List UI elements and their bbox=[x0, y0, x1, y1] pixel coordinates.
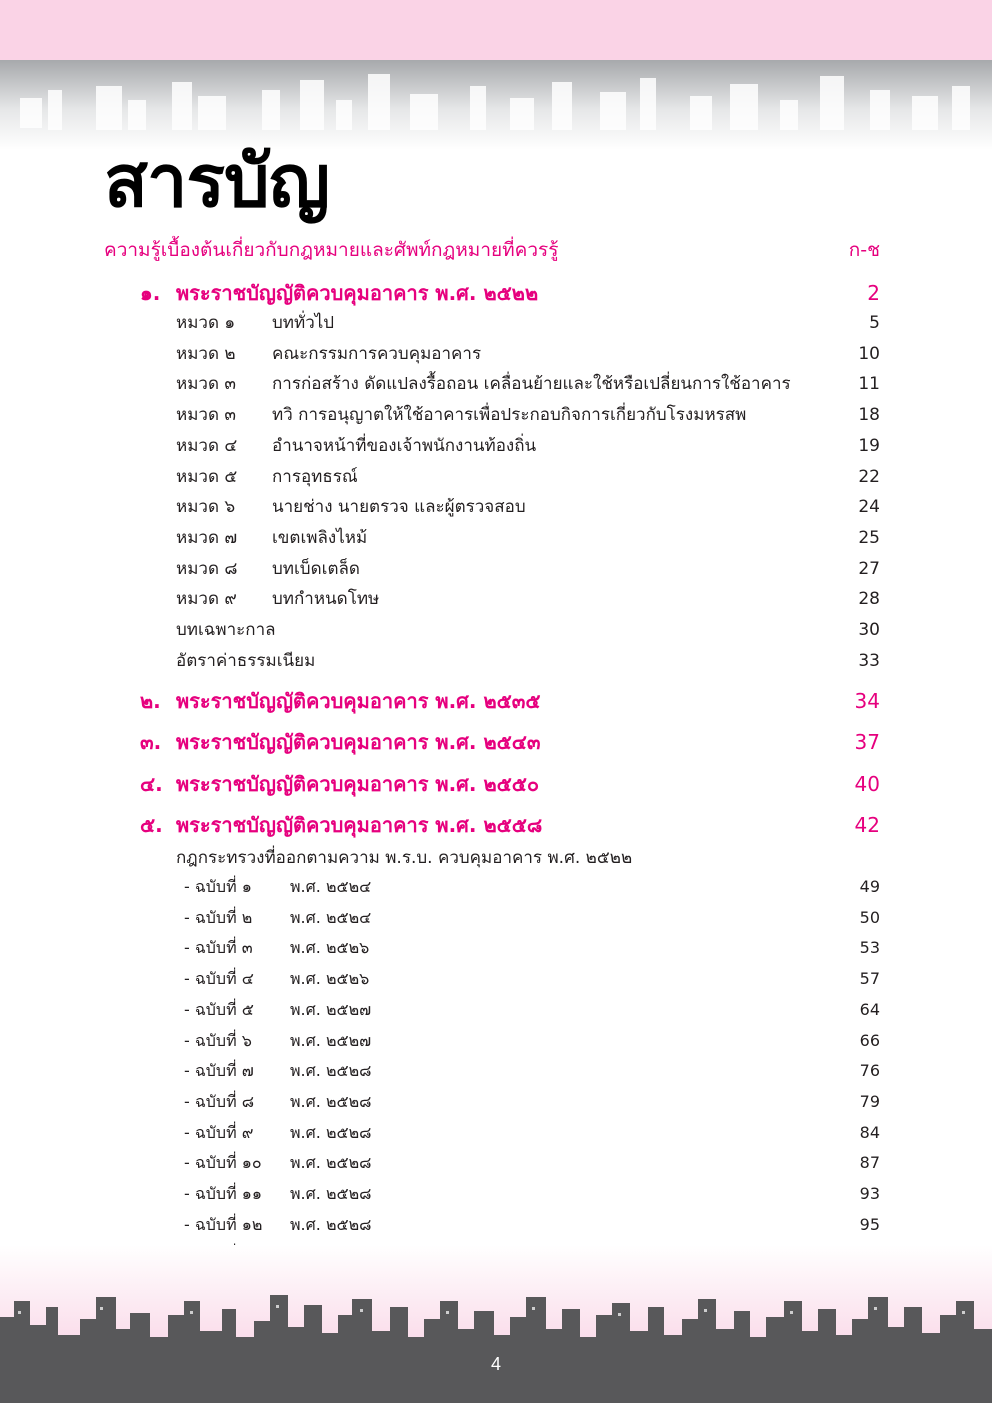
toc-edition-row[interactable] bbox=[0, 964, 992, 994]
toc-edition-year: พ.ศ. ๒๕๒๘ bbox=[290, 1061, 372, 1081]
toc-act-page: 2 bbox=[867, 281, 880, 305]
toc-act-number: ๕. bbox=[140, 812, 163, 837]
toc-chapter-prefix: หมวด ๑ bbox=[176, 313, 236, 333]
toc-edition-page: 87 bbox=[859, 1153, 880, 1173]
toc-chapter-label: บทเบ็ดเตล็ด bbox=[272, 558, 360, 579]
toc-act-number: ๔. bbox=[140, 771, 163, 796]
toc-edition-page: 79 bbox=[859, 1091, 880, 1111]
toc-extra-label: อัตราค่าธรรมเนียม bbox=[176, 650, 316, 671]
toc-chapter-row[interactable] bbox=[0, 339, 992, 369]
toc-edition-row[interactable] bbox=[0, 1148, 992, 1178]
toc-chapter-page: 28 bbox=[858, 589, 880, 610]
toc-edition-row[interactable] bbox=[0, 1056, 992, 1086]
toc-edition-label: - ฉบับที่ ๓ bbox=[184, 938, 253, 958]
toc-chapter-row[interactable] bbox=[0, 431, 992, 461]
toc-extra-row[interactable] bbox=[0, 615, 992, 645]
toc-act-label: พระราชบัญญัติควบคุมอาคาร พ.ศ. ๒๕๓๕ bbox=[176, 689, 541, 713]
toc-chapter-page: 19 bbox=[858, 435, 880, 456]
toc-edition-row[interactable] bbox=[0, 995, 992, 1025]
toc-chapter-prefix: หมวด ๒ bbox=[176, 343, 236, 364]
toc-chapter-label: นายช่าง นายตรวจ และผู้ตรวจสอบ bbox=[272, 497, 526, 518]
toc-chapter-row[interactable] bbox=[0, 369, 992, 399]
toc-chapter-page: 25 bbox=[858, 527, 880, 548]
toc-act-row[interactable] bbox=[0, 769, 992, 799]
toc-chapter-page: 11 bbox=[858, 374, 880, 395]
toc-chapter-prefix: หมวด ๕ bbox=[176, 466, 238, 487]
toc-edition-page: 57 bbox=[859, 969, 880, 989]
toc-chapter-label: เขตเพลิงไหม้ bbox=[272, 527, 368, 548]
toc-chapter-label: การอุทธรณ์ bbox=[272, 466, 358, 487]
toc-act-row[interactable] bbox=[0, 727, 992, 757]
toc-chapter-row[interactable] bbox=[0, 554, 992, 584]
toc-act-number: ๒. bbox=[140, 689, 161, 713]
toc-chapter-prefix: หมวด ๘ bbox=[176, 558, 238, 579]
toc-edition-row[interactable] bbox=[0, 1026, 992, 1056]
toc-chapter-prefix: หมวด ๗ bbox=[176, 527, 238, 548]
toc-act-label: พระราชบัญญัติควบคุมอาคาร พ.ศ. ๒๕๔๓ bbox=[176, 730, 541, 755]
toc-edition-page: 76 bbox=[859, 1061, 880, 1081]
toc-act-page: 40 bbox=[854, 771, 880, 796]
toc-chapter-page: 22 bbox=[858, 466, 880, 487]
toc-chapter-label: บทกำหนดโทษ bbox=[272, 589, 380, 610]
toc-chapter-page: 10 bbox=[858, 343, 880, 364]
toc-edition-page: 53 bbox=[859, 938, 880, 958]
toc-chapter-row[interactable] bbox=[0, 308, 992, 338]
toc-regulations-label: กฎกระทรวงที่ออกตามความ พ.ร.บ. ควบคุมอาคาร พ.ศ. ๒๕๒๒ bbox=[176, 848, 633, 868]
toc-chapter-page: 5 bbox=[869, 313, 880, 333]
toc-extra-row[interactable] bbox=[0, 646, 992, 676]
toc-chapter-row[interactable] bbox=[0, 584, 992, 614]
toc-entry-page: ก-ช bbox=[848, 239, 880, 261]
toc-regulations-heading[interactable] bbox=[0, 843, 992, 873]
toc-edition-page: 93 bbox=[859, 1184, 880, 1203]
toc-edition-label: - ฉบับที่ ๖ bbox=[184, 1030, 252, 1050]
toc-chapter-page: 18 bbox=[858, 405, 880, 426]
toc-act-row[interactable] bbox=[0, 686, 992, 716]
toc-edition-label: - ฉบับที่ ๒ bbox=[184, 907, 253, 927]
toc-extra-label: บทเฉพาะกาล bbox=[176, 620, 276, 640]
toc-act-page: 42 bbox=[854, 812, 880, 837]
toc-edition-label: - ฉบับที่ ๑๒ bbox=[184, 1214, 263, 1234]
toc-chapter-row[interactable] bbox=[0, 400, 992, 430]
toc-edition-page: 49 bbox=[859, 877, 880, 896]
toc-edition-label: - ฉบับที่ ๑๑ bbox=[184, 1184, 263, 1203]
toc-act-number: ๓. bbox=[140, 730, 162, 755]
toc-chapter-prefix: หมวด ๔ bbox=[176, 435, 238, 456]
toc-chapter-row[interactable] bbox=[0, 492, 992, 522]
toc-chapter-prefix: หมวด ๓ bbox=[176, 374, 237, 395]
toc-chapter-label: คณะกรรมการควบคุมอาคาร bbox=[272, 343, 482, 364]
toc-edition-label: - ฉบับที่ ๗ bbox=[184, 1061, 254, 1081]
toc-edition-label: - ฉบับที่ ๘ bbox=[184, 1091, 255, 1111]
toc-edition-year: พ.ศ. ๒๕๒๘ bbox=[290, 1153, 372, 1173]
toc-edition-row[interactable] bbox=[0, 1118, 992, 1148]
toc-edition-row[interactable] bbox=[0, 1087, 992, 1117]
toc-chapter-row[interactable] bbox=[0, 462, 992, 492]
toc-edition-year: พ.ศ. ๒๕๒๖ bbox=[290, 969, 370, 989]
toc-edition-year: พ.ศ. ๒๕๒๔ bbox=[290, 877, 372, 896]
toc-edition-label: - ฉบับที่ ๕ bbox=[184, 999, 254, 1019]
toc-chapter-prefix: หมวด ๙ bbox=[176, 589, 237, 610]
toc-edition-label: - ฉบับที่ ๔ bbox=[184, 969, 254, 989]
toc-act-page: 34 bbox=[854, 689, 880, 713]
toc-edition-page: 50 bbox=[859, 907, 880, 927]
toc-edition-year: พ.ศ. ๒๕๒๘ bbox=[290, 1091, 372, 1111]
page-title: สารบัญ bbox=[104, 139, 330, 223]
toc-chapter-row[interactable] bbox=[0, 523, 992, 553]
toc-chapter-prefix: หมวด ๖ bbox=[176, 497, 236, 518]
toc-edition-page: 64 bbox=[859, 999, 880, 1019]
toc-edition-row[interactable] bbox=[0, 872, 992, 902]
toc-edition-year: พ.ศ. ๒๕๒๗ bbox=[290, 999, 372, 1019]
toc-edition-page: 95 bbox=[859, 1214, 880, 1234]
toc-edition-label: - ฉบับที่ ๑๐ bbox=[184, 1153, 262, 1173]
toc-edition-year: พ.ศ. ๒๕๒๖ bbox=[290, 938, 370, 958]
toc-act-label: พระราชบัญญัติควบคุมอาคาร พ.ศ. ๒๕๕๘ bbox=[176, 812, 543, 837]
toc-act-label: พระราชบัญญัติควบคุมอาคาร พ.ศ. ๒๕๒๒ bbox=[176, 281, 539, 305]
page-number: 4 bbox=[490, 1354, 501, 1374]
toc-act-page: 37 bbox=[854, 730, 880, 755]
toc-edition-page: 84 bbox=[859, 1122, 880, 1142]
bottom-skyline-decoration bbox=[0, 1245, 992, 1403]
toc-edition-year: พ.ศ. ๒๕๒๔ bbox=[290, 907, 372, 927]
toc-extra-page: 33 bbox=[858, 650, 880, 671]
toc-chapter-page: 24 bbox=[858, 497, 880, 518]
toc-chapter-label: อำนาจหน้าที่ของเจ้าพนักงานท้องถิ่น bbox=[272, 435, 537, 456]
toc-edition-row[interactable] bbox=[0, 1210, 992, 1240]
toc-chapter-label: บททั่วไป bbox=[272, 313, 335, 333]
toc-chapter-prefix: หมวด ๓ bbox=[176, 405, 237, 426]
toc-act-label: พระราชบัญญัติควบคุมอาคาร พ.ศ. ๒๕๕๐ bbox=[176, 771, 540, 796]
toc-act-1[interactable] bbox=[0, 278, 992, 308]
toc-chapter-label: การก่อสร้าง ดัดแปลงรื้อถอน เคลื่อนย้ายและใช้หรือเปลี่ยนการใช้อาคาร bbox=[272, 374, 791, 395]
toc-edition-row[interactable] bbox=[0, 933, 992, 963]
toc-edition-page: 66 bbox=[859, 1030, 880, 1050]
toc-edition-row[interactable] bbox=[0, 1179, 992, 1209]
toc-act-row[interactable] bbox=[0, 810, 992, 840]
toc-edition-year: พ.ศ. ๒๕๒๘ bbox=[290, 1184, 372, 1203]
toc-edition-year: พ.ศ. ๒๕๒๘ bbox=[290, 1214, 372, 1234]
header-pink-band bbox=[0, 0, 992, 60]
toc-chapter-label: ทวิ การอนุญาตให้ใช้อาคารเพื่อประกอบกิจการเกี่ยวกับโรงมหรสพ bbox=[272, 405, 747, 426]
toc-entry-label: ความรู้เบื้องต้นเกี่ยวกับกฎหมายและศัพท์กฎหมายที่ควรรู้ bbox=[104, 239, 559, 261]
toc-chapter-page: 27 bbox=[858, 558, 880, 579]
toc-edition-row[interactable] bbox=[0, 903, 992, 933]
toc-act-number: ๑. bbox=[140, 281, 161, 305]
toc-edition-label: - ฉบับที่ ๑ bbox=[184, 877, 252, 896]
toc-extra-page: 30 bbox=[858, 620, 880, 640]
toc-intro[interactable] bbox=[0, 235, 992, 265]
toc-edition-year: พ.ศ. ๒๕๒๗ bbox=[290, 1030, 372, 1050]
toc-edition-year: พ.ศ. ๒๕๒๘ bbox=[290, 1122, 372, 1142]
toc-edition-label: - ฉบับที่ ๙ bbox=[184, 1122, 254, 1142]
